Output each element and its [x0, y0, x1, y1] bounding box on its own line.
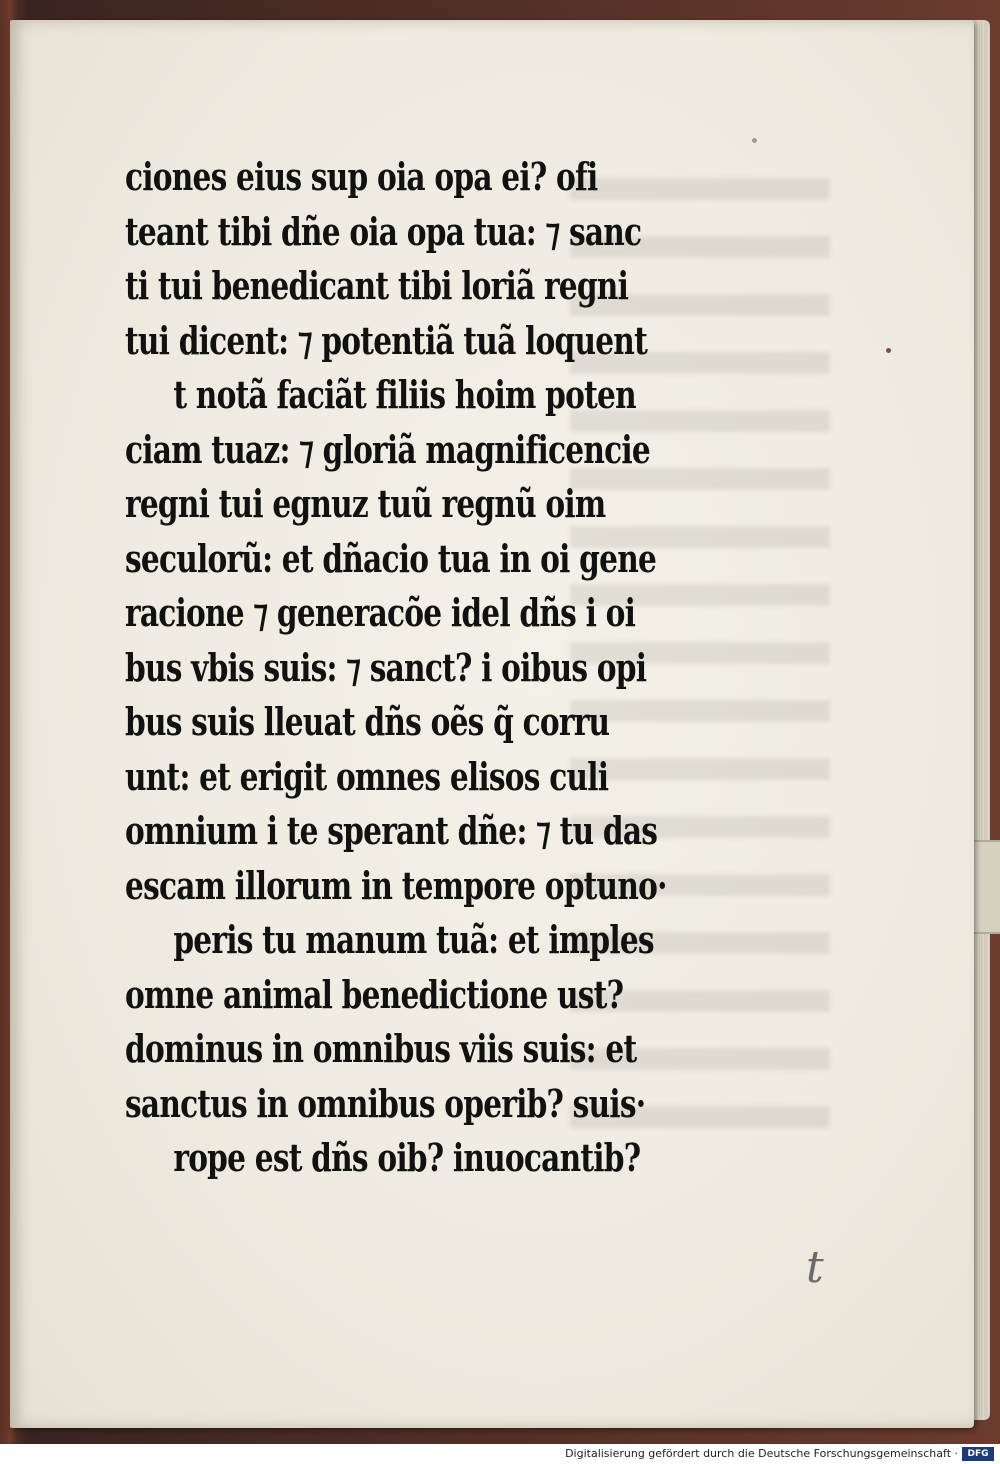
text-line: t notã faciãt filiis hoim poten: [173, 372, 636, 417]
text-line: teant tibi dñe oia opa tua: ⁊ sanc: [125, 208, 642, 254]
ink-speck: [752, 138, 757, 143]
text-line: ti tui benedicant tibi loriã regni: [125, 263, 629, 308]
text-line: peris tu manum tuã: et imples: [173, 917, 654, 962]
text-line: tui dicent: ⁊ potentiã tuã loquent: [125, 317, 647, 363]
text-line: bus suis lleuat dñs oẽs q̃ corru: [125, 699, 610, 744]
pencil-margin-note: t: [806, 1242, 824, 1293]
ink-speck: [886, 348, 891, 353]
text-line: regni tui egnuz tuũ regnũ oim: [125, 481, 606, 526]
footer-bar: [0, 1444, 1000, 1464]
text-line: escam illorum in tempore optuno·: [125, 862, 667, 908]
text-line: rope est dñs oib? inuocantib?: [173, 1135, 641, 1180]
text-line: bus vbis suis: ⁊ sanct? i oibus opi: [125, 644, 647, 690]
dfg-logo-icon: DFG: [962, 1447, 994, 1461]
text-line: ciam tuaz: ⁊ gloriã magnificencie: [125, 426, 650, 472]
text-line: unt: et erigit omnes elisos culi: [125, 753, 609, 799]
text-line: omne animal benedictione ust?: [125, 971, 624, 1017]
text-line: sanctus in omnibus operib? suis·: [125, 1080, 646, 1126]
funding-credit: Digitalisierung gefördert durch die Deutsche Forschungsgemeinschaft ·: [565, 1447, 958, 1460]
text-line: racione ⁊ generacõe idel dñs i oi: [125, 590, 636, 635]
blackletter-text-block: [125, 150, 765, 1186]
text-line: omnium i te sperant dñe: ⁊ tu das: [125, 808, 658, 853]
text-line: dominus in omnibus viis suis: et: [125, 1026, 637, 1071]
text-line: seculorũ: et dñacio tua in oi gene: [125, 535, 657, 581]
text-line: ciones eius sup oia opa ei? ofi: [125, 154, 598, 199]
